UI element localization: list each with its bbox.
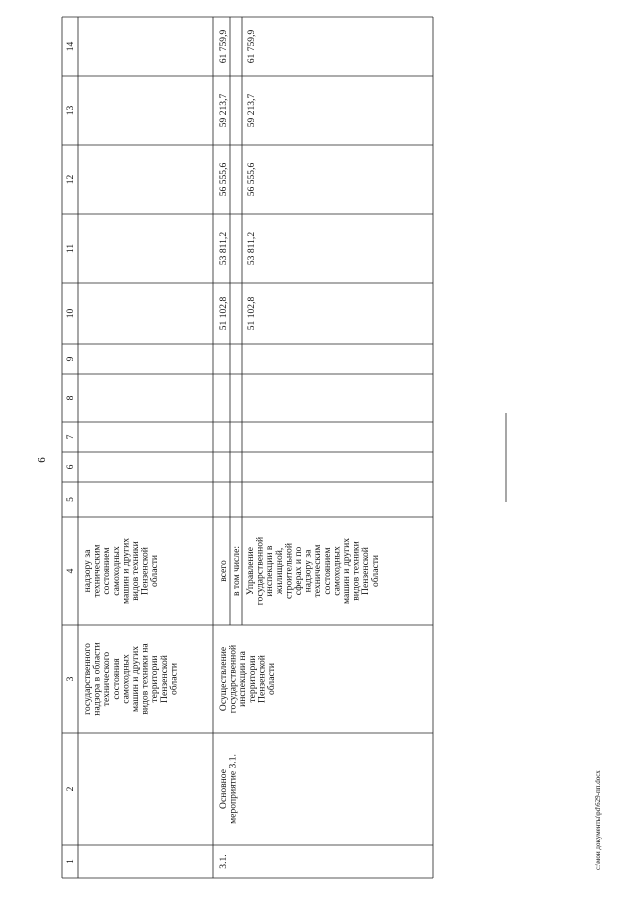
header-col-1: 1 bbox=[66, 859, 76, 864]
cont-col4-line-8: области bbox=[149, 554, 161, 588]
agency-col10: 51 102,8 bbox=[246, 296, 257, 331]
row-3-1-col3-line-2: государственной bbox=[227, 644, 239, 714]
page-number: 6 bbox=[36, 457, 48, 463]
agency-name-line-11: машин и других bbox=[341, 537, 352, 605]
agency-name-line-9: состоянием bbox=[321, 547, 333, 595]
agency-col12: 56 555,6 bbox=[246, 162, 257, 197]
row-3-1-col2-line-1: Основное bbox=[218, 769, 229, 809]
cont-col3-line-2: надзора в области bbox=[91, 642, 103, 716]
row-3-1-col3-line-1: Осуществление bbox=[218, 646, 229, 712]
total-col12: 56 555,6 bbox=[218, 162, 229, 197]
row-3-1-col3-line-3: инспекции на bbox=[237, 651, 249, 707]
agency-name-line-12: видов техники bbox=[350, 541, 362, 601]
cont-col3-line-7: видов техники на bbox=[139, 643, 151, 715]
header-col-2: 2 bbox=[66, 786, 76, 792]
cont-col4-line-4: самоходных bbox=[110, 546, 122, 596]
row-3-1-col2-line-2: мероприятие 3.1. bbox=[227, 754, 239, 824]
total-label: всего bbox=[218, 560, 229, 582]
agency-col13: 59 213,7 bbox=[246, 93, 257, 128]
header-col-5: 5 bbox=[66, 497, 76, 502]
agency-name-line-10: самоходных bbox=[331, 546, 343, 596]
cont-col3-line-4: состояния bbox=[110, 658, 122, 700]
agency-name-line-2: государственной bbox=[254, 536, 266, 606]
agency-name-line-5: строительной bbox=[283, 543, 295, 599]
agency-name-line-3: инспекции в bbox=[264, 545, 276, 597]
header-col-14: 14 bbox=[66, 41, 76, 52]
agency-name-line-7: надзору за bbox=[302, 549, 314, 593]
header-col-7: 7 bbox=[66, 434, 76, 440]
cont-col4-line-1: надзору за bbox=[82, 549, 93, 593]
agency-name-line-8: техническим bbox=[312, 544, 324, 598]
cont-col3-line-10: области bbox=[168, 662, 180, 696]
row-3-1-col3-line-4: территории bbox=[246, 655, 258, 703]
header-col-11: 11 bbox=[66, 243, 76, 254]
row-3-1-col3-line-5: Пензенской bbox=[256, 655, 268, 703]
cont-col4-line-6: видов техники bbox=[130, 541, 141, 601]
cont-col4-line-5: машин и других bbox=[120, 537, 132, 605]
row-3-1-number: 3.1. bbox=[218, 854, 229, 869]
total-col14: 61 759,9 bbox=[218, 29, 229, 64]
total-col11: 53 811,2 bbox=[218, 231, 229, 266]
agency-col14: 61 759,9 bbox=[246, 29, 257, 64]
agency-name-line-14: области bbox=[369, 554, 381, 588]
including-label: в том числе: bbox=[231, 545, 242, 597]
cont-col3-line-5: самоходных bbox=[120, 654, 132, 704]
cont-col3-line-3: технического bbox=[101, 651, 113, 707]
cont-col4-line-3: состоянием bbox=[101, 547, 113, 595]
footer-file-path: c:\мои документы\pd\629-пп.docx bbox=[594, 770, 602, 870]
expenditure-table bbox=[62, 17, 433, 878]
header-col-12: 12 bbox=[66, 174, 76, 185]
cont-col4-line-2: техническим bbox=[91, 544, 103, 598]
agency-name-line-1: Управление bbox=[245, 546, 256, 596]
header-col-4: 4 bbox=[66, 568, 76, 574]
header-col-8: 8 bbox=[66, 395, 76, 401]
cont-col4-line-7: Пензенской bbox=[139, 547, 151, 595]
header-col-9: 9 bbox=[66, 356, 76, 362]
agency-name-line-4: жилищной, bbox=[273, 547, 285, 595]
agency-col11: 53 811,2 bbox=[246, 231, 257, 266]
total-col10: 51 102,8 bbox=[218, 296, 229, 331]
agency-name-line-13: Пензенской bbox=[360, 547, 372, 595]
header-col-3: 3 bbox=[66, 676, 76, 682]
row-3-1-col3-line-6: области bbox=[266, 662, 277, 696]
cont-col3-line-9: Пензенской bbox=[158, 655, 170, 703]
cont-col3-line-1: государственного bbox=[82, 643, 93, 715]
cont-col3-line-8: территории bbox=[149, 655, 161, 703]
header-col-10: 10 bbox=[66, 308, 76, 319]
agency-name-line-6: сферах и по bbox=[293, 546, 304, 596]
cont-col3-line-6: машин и других bbox=[130, 645, 141, 713]
header-col-6: 6 bbox=[66, 464, 76, 470]
total-col13: 59 213,7 bbox=[218, 93, 229, 128]
header-col-13: 13 bbox=[66, 105, 76, 116]
